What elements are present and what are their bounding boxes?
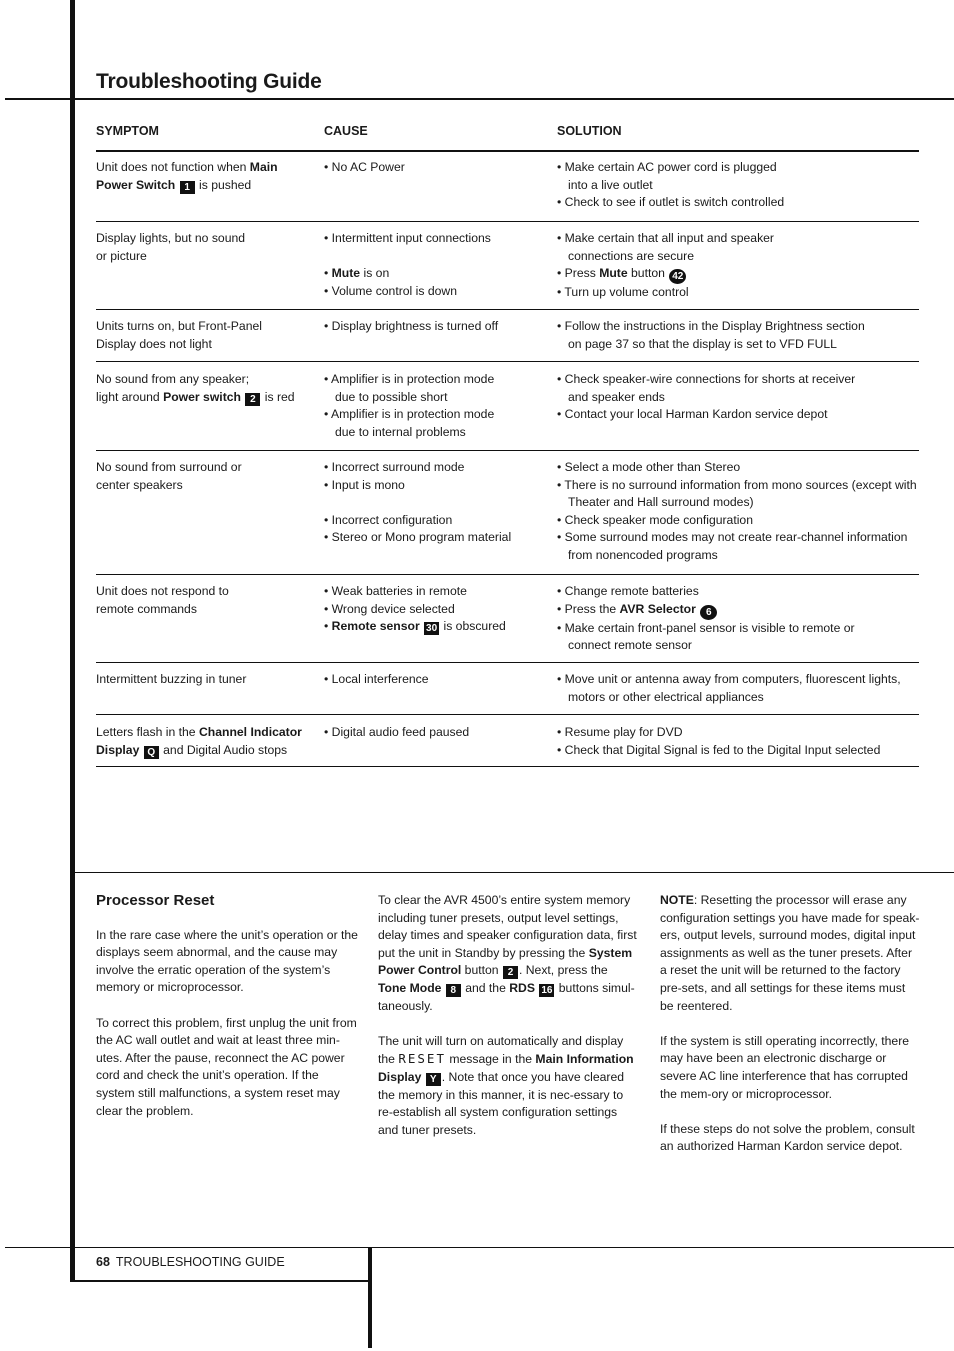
symptom-line: Unit does not respond to: [96, 584, 229, 598]
remote-sensor-label: Remote sensor: [331, 619, 420, 633]
symptom-line: No sound from any speaker;: [96, 372, 250, 386]
table-row: [96, 318, 919, 362]
table-row: [96, 459, 919, 575]
solution-line: • Some surround modes may not create rear-channel information: [557, 530, 908, 544]
text: and the: [461, 980, 510, 995]
solution-cell: [557, 371, 919, 424]
solution-cell: [557, 159, 919, 212]
table-row: [96, 230, 919, 310]
cause-cell: [324, 230, 544, 300]
text: buttons simul-taneously.: [378, 980, 635, 1013]
cause-line: • Amplifier is in protection mode: [324, 407, 495, 421]
symptom-line: No sound from surround or: [96, 460, 242, 474]
cause-line: • Mute is on: [324, 266, 390, 280]
solution-line: • Contact your local Harman Kardon service depot: [557, 407, 828, 421]
solution-cell: [557, 230, 919, 302]
text: message in the: [445, 1052, 536, 1067]
number-box-icon: 1: [180, 181, 195, 194]
solution-line: • Check to see if outlet is switch controlled: [557, 195, 785, 209]
paragraph: If the system is still operating incorrectly, there may have been an electronic discharge or severe AC line interference that has corrupted the mem-ory or microprocessor.: [660, 1033, 910, 1101]
symptom-cell: [96, 371, 316, 406]
solution-line: • There is no surround information from mono sources (except with: [557, 477, 917, 492]
cause-line: • Incorrect surround mode: [324, 460, 465, 474]
footer-underline: [72, 1280, 370, 1282]
display-label: Display: [96, 742, 140, 757]
number-box-icon: 16: [541, 984, 553, 996]
mute-label: Mute: [599, 266, 628, 280]
solution-line: • Turn up volume control: [557, 285, 689, 299]
cause-line: • Local interference: [324, 672, 429, 686]
number-box-icon: 8: [446, 984, 461, 997]
solution-cell: [557, 318, 919, 353]
text: . Next, press the: [518, 963, 608, 978]
symptom-cell: [96, 671, 316, 689]
cause-cell: [324, 459, 544, 547]
solution-line: • Resume play for DVD: [557, 725, 683, 739]
cause-line: • Wrong device selected: [324, 601, 455, 616]
paragraph: If these steps do not solve the problem, consult an authorized Harman Kardon service depot.: [660, 1121, 915, 1154]
solution-line: connect remote sensor: [568, 638, 692, 652]
cause-cell: [324, 318, 544, 336]
symptom-text: light around: [96, 389, 164, 404]
symptom-cell: [96, 459, 316, 494]
main-label: Main: [249, 160, 278, 174]
table-row: [96, 583, 919, 663]
solution-line: into a live outlet: [568, 177, 653, 192]
cause-line: • Incorrect configuration: [324, 512, 453, 527]
left-margin-bar: [70, 0, 75, 1282]
cause-line: • Weak batteries in remote: [324, 584, 467, 598]
solution-line: Theater and Hall surround modes): [568, 495, 754, 509]
note-label: NOTE: [660, 893, 694, 907]
solution-cell: [557, 724, 919, 759]
symptom-line: Display does not light: [96, 336, 212, 351]
cause-cell: [324, 583, 544, 636]
solution-line: and speaker ends: [568, 389, 665, 404]
solution-cell: [557, 671, 919, 706]
solution-line: [557, 265, 919, 284]
text: To clear the AVR 4500’s entire system memory including tuner presets, output level settings, delay times and speaker configuration data, first put the unit in Standby by pressing the: [378, 893, 637, 960]
table-row: [96, 159, 919, 222]
cause-line: • Input is mono: [324, 477, 405, 492]
table-row: [96, 671, 919, 715]
paragraph: To correct this problem, first unplug the unit from the AC wall outlet and wait at least three min-utes. After the pause, reconnect the AC power cord and check the unit’s operation. If the system still malfunctions, a system reset may clear the problem.: [96, 1015, 357, 1118]
solution-line: motors or other electrical appliances: [568, 689, 764, 704]
cause-text: is on: [360, 266, 390, 280]
cause-cell: [324, 159, 544, 177]
power-switch-label: Power Switch: [96, 177, 176, 192]
symptom-line: Intermittent buzzing in tuner: [96, 672, 247, 686]
symptom-text: is pushed: [195, 177, 252, 192]
avr-selector-label: AVR Selector: [619, 601, 696, 616]
solution-text: • Press: [557, 266, 600, 280]
symptom-text: Letters flash in the: [96, 725, 199, 739]
solution-line: [557, 601, 919, 620]
page-number: 68: [96, 1255, 110, 1269]
page-footer: [96, 1255, 285, 1269]
text: . Note that once you have cleared the memory in this manner, it is nec-essary to re-establish all system configuration settings and tuner presets.: [378, 1069, 625, 1137]
number-box-icon: 2: [503, 966, 518, 979]
number-box-icon: 30: [426, 623, 438, 634]
paragraph: [378, 892, 638, 1015]
page-title: Troubleshooting Guide: [96, 70, 322, 93]
symptom-text: and Digital Audio stops: [159, 742, 288, 757]
solution-cell: [557, 583, 919, 655]
main-info-display-label: Main Information Display: [378, 1052, 634, 1084]
channel-indicator-label: Channel Indicator: [198, 725, 302, 739]
paragraph: [660, 892, 920, 1015]
cause-line: due to internal problems: [335, 424, 466, 439]
rds-label: RDS: [509, 980, 535, 995]
footer-bar: [368, 1248, 372, 1348]
cause-cell: [324, 724, 544, 742]
solution-text: button: [627, 266, 669, 280]
footer-rule: [5, 1247, 954, 1248]
symptom-cell: [96, 724, 316, 759]
letter-box-icon: Q: [144, 746, 159, 759]
solution-line: • Make certain front-panel sensor is visible to remote or: [557, 620, 855, 635]
cause-line: • No AC Power: [324, 160, 405, 174]
text: : Resetting the processor will erase any configuration settings you have made for speak-ers, output levels, surround modes, digital input assignments as well as the tuner presets. After a reset the unit will be returned to the factory pre-sets, and all settings for these items must be reentered.: [660, 893, 920, 1013]
solution-line: • Check speaker-wire connections for shorts at receiver: [557, 372, 856, 386]
table-header-rule: [96, 150, 919, 152]
solution-line: • Select a mode other than Stereo: [557, 460, 741, 474]
solution-line: • Check that Digital Signal is fed to the Digital Input selected: [557, 742, 881, 757]
power-switch-label: Power switch: [163, 389, 241, 404]
cause-line: • Stereo or Mono program material: [324, 530, 512, 544]
cause-cell: [324, 671, 544, 689]
section-divider: [72, 872, 954, 873]
symptom-cell: [96, 230, 316, 265]
reset-column-3: [660, 892, 920, 1174]
symptom-text: Unit does not function when: [96, 160, 250, 174]
solution-text: • Press the: [557, 601, 620, 616]
solution-cell: [557, 459, 919, 564]
footer-section-title: TROUBLESHOOTING GUIDE: [115, 1255, 285, 1269]
number-box-icon: 2: [245, 393, 260, 406]
letter-box-icon: Y: [426, 1073, 441, 1086]
number-circle-icon: 42: [669, 269, 686, 284]
symptom-text: is red: [261, 389, 295, 404]
system-power-label: System Power Control: [378, 945, 633, 978]
symptom-cell: [96, 159, 316, 194]
symptom-line: Display lights, but no sound: [96, 231, 246, 245]
text: The unit will turn on automatically and display the: [378, 1033, 624, 1067]
header-rule: [5, 98, 954, 100]
reset-column-2: [378, 892, 638, 1157]
cause-text: is obscured: [440, 619, 506, 633]
processor-reset-heading: Processor Reset: [96, 892, 215, 909]
symptom-header: SYMPTOM: [96, 124, 159, 138]
solution-line: • Follow the instructions in the Display Brightness section: [557, 319, 865, 333]
paragraph: [378, 1033, 638, 1140]
symptom-line: center speakers: [96, 477, 183, 492]
solution-line: connections are secure: [568, 248, 695, 263]
number-circle-icon: 6: [700, 605, 717, 620]
symptom-line: or picture: [96, 248, 147, 263]
cause-header: CAUSE: [324, 124, 368, 138]
symptom-cell: [96, 583, 316, 618]
symptom-line: Units turns on, but Front-Panel: [96, 319, 262, 333]
solution-line: • Make certain AC power cord is plugged: [557, 160, 777, 174]
paragraph: In the rare case where the unit’s operation or the displays seem abnormal, and the cause may involve the erratic operation of the system’s memory or microprocessor.: [96, 927, 358, 995]
tone-mode-label: Tone Mode: [378, 980, 442, 995]
solution-line: • Move unit or antenna away from computers, fluorescent lights,: [557, 672, 901, 686]
cause-line: • Display brightness is turned off: [324, 319, 499, 333]
cause-line: due to possible short: [335, 389, 448, 404]
cause-line: • Remote sensor 30 is obscured: [324, 619, 506, 634]
cause-cell: [324, 371, 544, 441]
symptom-cell: [96, 318, 316, 353]
solution-header: SOLUTION: [557, 124, 622, 138]
solution-line: • Change remote batteries: [557, 584, 699, 598]
solution-line: • Make certain that all input and speaker: [557, 231, 774, 245]
solution-line: on page 37 so that the display is set to VFD FULL: [568, 336, 837, 351]
mute-label: Mute: [331, 266, 361, 280]
solution-line: • Check speaker mode configuration: [557, 512, 753, 527]
text: button: [461, 963, 502, 978]
cause-line: • Amplifier is in protection mode: [324, 372, 495, 386]
cause-line: • Digital audio feed paused: [324, 725, 470, 739]
cause-line: • Intermittent input connections: [324, 231, 491, 245]
reset-display-text: RESET: [398, 1051, 446, 1067]
table-row: [96, 724, 919, 767]
table-row: [96, 371, 919, 451]
cause-line: • Volume control is down: [324, 283, 457, 298]
symptom-line: remote commands: [96, 601, 197, 616]
solution-line: from nonencoded programs: [568, 547, 718, 562]
reset-column-1: [96, 892, 358, 1138]
